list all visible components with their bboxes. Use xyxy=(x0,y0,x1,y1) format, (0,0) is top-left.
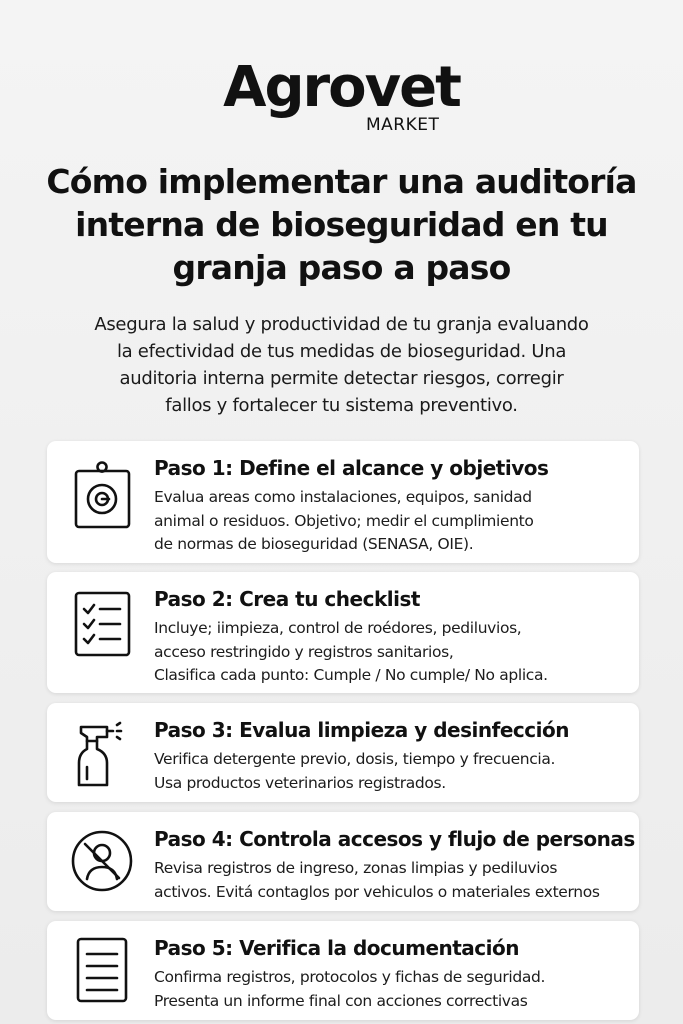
step-line: Revisa registros de ingreso, zonas limpias y pediluvios xyxy=(154,859,558,877)
step-line: de normas de bioseguridad (SENASA, OIE). xyxy=(154,535,474,553)
no-entry-person-icon xyxy=(67,826,137,896)
intro-paragraph xyxy=(70,311,613,419)
brand-name: Agrovet xyxy=(223,55,460,120)
brand-logo xyxy=(0,55,683,120)
step-line: acceso restringido y registros sanitarios, xyxy=(154,642,454,661)
step-title: Paso 2: Crea tu checklist xyxy=(154,587,420,611)
spray-bottle-icon xyxy=(67,719,137,789)
step-line: animal o residuos. Objetivo; medir el cumplimiento xyxy=(154,511,534,530)
intro-line: la efectividad de tus medidas de bioseguridad. Una xyxy=(116,341,567,362)
document-icon xyxy=(67,936,137,1006)
title-line: Cómo implementar una auditoría xyxy=(46,162,637,201)
step-line: Evalua areas como instalaciones, equipos, sanidad xyxy=(154,488,532,506)
step-card-2 xyxy=(47,572,639,693)
step-line: Confirma registros, protocolos y fichas de seguridad. xyxy=(154,968,546,986)
step-line: Incluye; iimpieza, control de roédores, pediluvios, xyxy=(154,619,522,637)
brand-sub: MARKET xyxy=(366,115,440,135)
step-line: Usa productos veterinarios registrados. xyxy=(154,773,446,792)
page-title xyxy=(20,160,663,289)
intro-line: fallos y fortalecer tu sistema preventivo. xyxy=(165,395,518,416)
step-description xyxy=(154,617,638,688)
step-description xyxy=(154,966,638,1013)
step-description xyxy=(154,486,638,557)
clipboard-target-icon xyxy=(67,461,137,531)
step-title: Paso 4: Controla accesos y flujo de personas xyxy=(154,827,635,851)
step-line: activos. Evitá contaglos por vehiculos o materiales externos xyxy=(154,882,600,901)
step-card-1 xyxy=(47,441,639,563)
intro-line: auditoria interna permite detectar riesgos, corregir xyxy=(119,368,564,389)
step-card-5 xyxy=(47,921,639,1020)
intro-line: Asegura la salud y productividad de tu granja evaluando xyxy=(94,314,589,335)
step-description xyxy=(154,748,638,795)
checklist-icon xyxy=(67,590,137,660)
step-card-3 xyxy=(47,703,639,802)
step-title: Paso 1: Define el alcance y objetivos xyxy=(154,456,549,480)
step-line: Clasifica cada punto: Cumple / No cumple/ No aplica. xyxy=(154,666,548,684)
title-line: granja paso a paso xyxy=(172,248,511,287)
step-title: Paso 3: Evalua limpieza y desinfección xyxy=(154,718,569,742)
step-line: Presenta un informe final con acciones correctivas xyxy=(154,991,528,1010)
step-card-4 xyxy=(47,812,639,911)
title-line: interna de bioseguridad en tu xyxy=(75,205,608,244)
step-title: Paso 5: Verifica la documentación xyxy=(154,936,519,960)
step-line: Verifica detergente previo, dosis, tiempo y frecuencia. xyxy=(154,750,556,768)
step-description xyxy=(154,857,638,904)
